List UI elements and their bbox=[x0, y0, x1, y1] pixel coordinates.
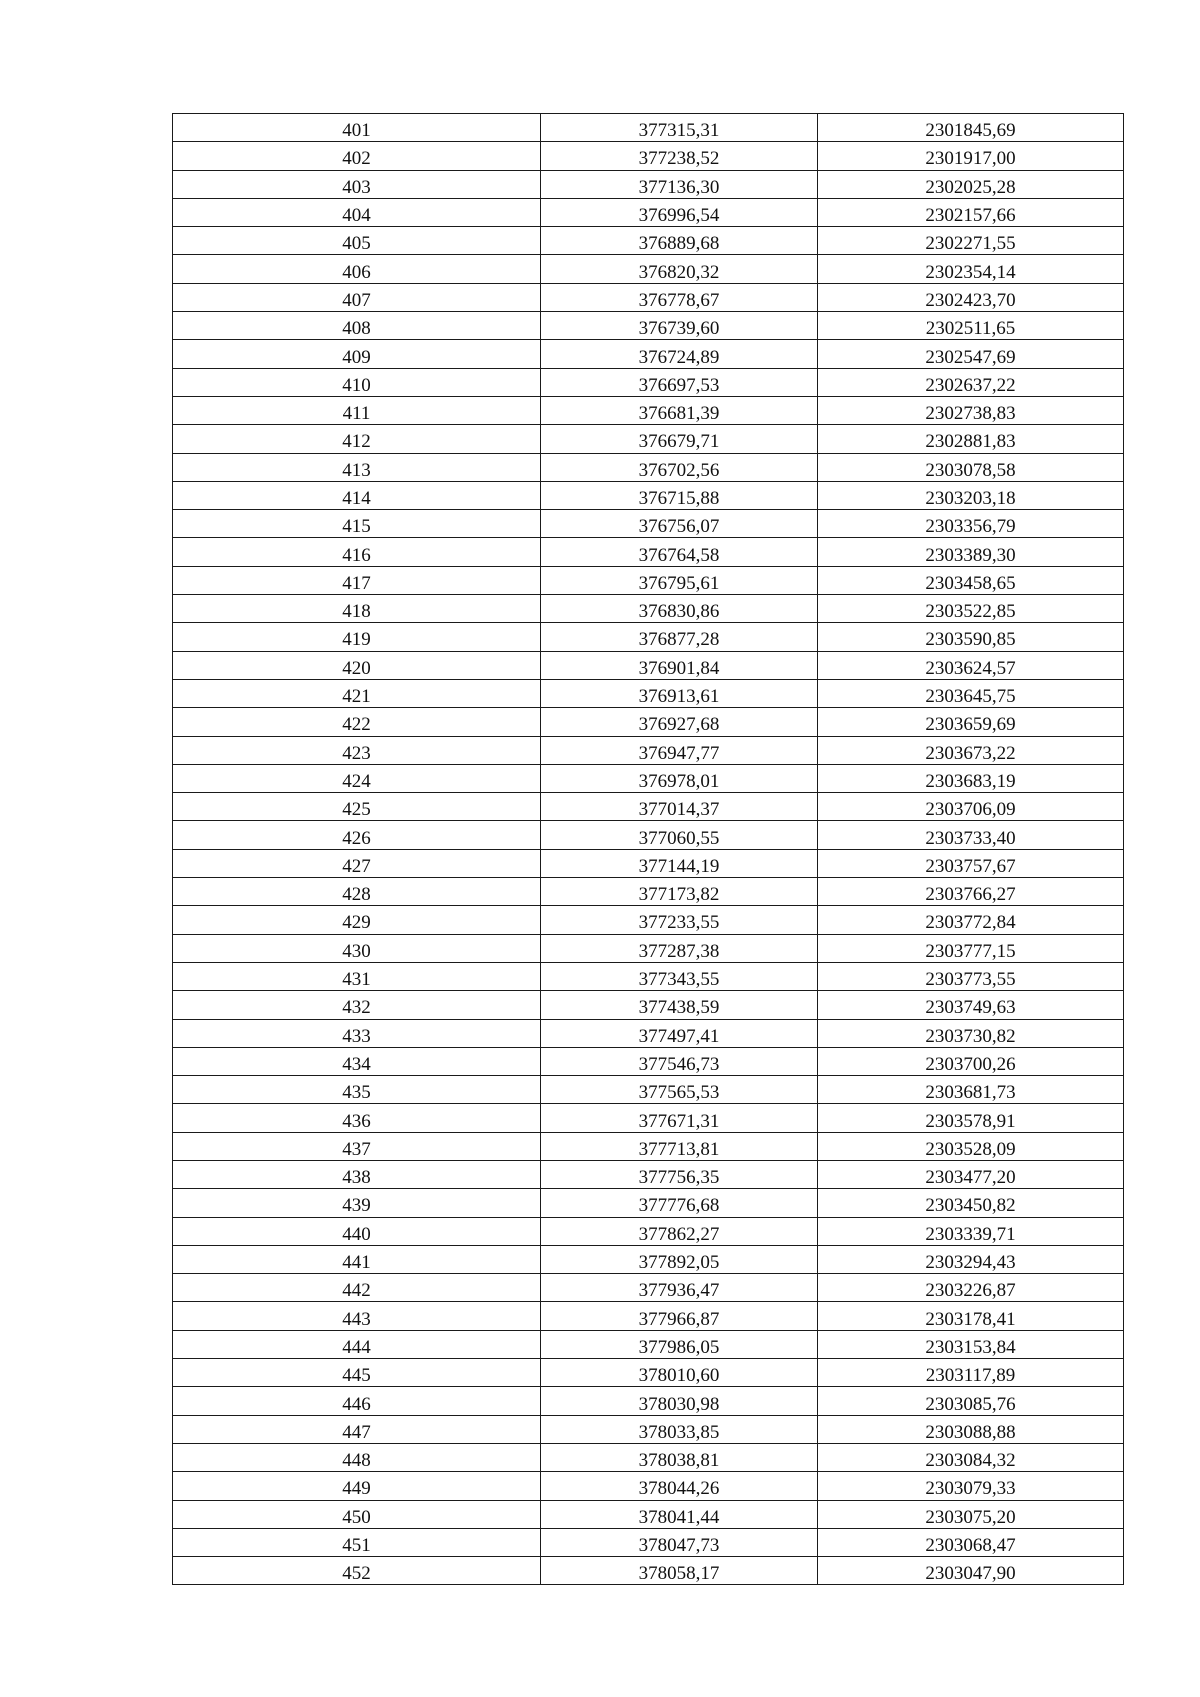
point-number-cell: 412 bbox=[173, 425, 541, 453]
y-coordinate-cell: 2303777,15 bbox=[818, 934, 1124, 962]
table-row bbox=[173, 1500, 1124, 1528]
point-number-cell: 424 bbox=[173, 764, 541, 792]
table-row bbox=[173, 934, 1124, 962]
x-coordinate-cell: 376877,28 bbox=[541, 623, 818, 651]
y-coordinate-cell: 2302025,28 bbox=[818, 170, 1124, 198]
x-coordinate-cell: 376947,77 bbox=[541, 736, 818, 764]
point-number-cell: 450 bbox=[173, 1500, 541, 1528]
y-coordinate-cell: 2302738,83 bbox=[818, 396, 1124, 424]
y-coordinate-cell: 2302511,65 bbox=[818, 312, 1124, 340]
y-coordinate-cell: 2303766,27 bbox=[818, 878, 1124, 906]
y-coordinate-cell: 2303075,20 bbox=[818, 1500, 1124, 1528]
y-coordinate-cell: 2303522,85 bbox=[818, 595, 1124, 623]
x-coordinate-cell: 376739,60 bbox=[541, 312, 818, 340]
x-coordinate-cell: 377233,55 bbox=[541, 906, 818, 934]
y-coordinate-cell: 2303673,22 bbox=[818, 736, 1124, 764]
y-coordinate-cell: 2303683,19 bbox=[818, 764, 1124, 792]
point-number-cell: 416 bbox=[173, 538, 541, 566]
y-coordinate-cell: 2303624,57 bbox=[818, 651, 1124, 679]
x-coordinate-cell: 377060,55 bbox=[541, 821, 818, 849]
table-row bbox=[173, 962, 1124, 990]
x-coordinate-cell: 376764,58 bbox=[541, 538, 818, 566]
table-row bbox=[173, 1189, 1124, 1217]
point-number-cell: 427 bbox=[173, 849, 541, 877]
point-number-cell: 430 bbox=[173, 934, 541, 962]
table-row bbox=[173, 283, 1124, 311]
x-coordinate-cell: 377892,05 bbox=[541, 1245, 818, 1273]
point-number-cell: 419 bbox=[173, 623, 541, 651]
table-row bbox=[173, 1217, 1124, 1245]
x-coordinate-cell: 378058,17 bbox=[541, 1557, 818, 1585]
point-number-cell: 446 bbox=[173, 1387, 541, 1415]
y-coordinate-cell: 2303117,89 bbox=[818, 1359, 1124, 1387]
table-row bbox=[173, 1472, 1124, 1500]
point-number-cell: 406 bbox=[173, 255, 541, 283]
point-number-cell: 447 bbox=[173, 1415, 541, 1443]
table-row bbox=[173, 142, 1124, 170]
y-coordinate-cell: 2303203,18 bbox=[818, 481, 1124, 509]
point-number-cell: 443 bbox=[173, 1302, 541, 1330]
point-number-cell: 448 bbox=[173, 1443, 541, 1471]
point-number-cell: 451 bbox=[173, 1528, 541, 1556]
table-row bbox=[173, 340, 1124, 368]
y-coordinate-cell: 2303294,43 bbox=[818, 1245, 1124, 1273]
x-coordinate-cell: 376681,39 bbox=[541, 396, 818, 424]
point-number-cell: 426 bbox=[173, 821, 541, 849]
table-row bbox=[173, 991, 1124, 1019]
y-coordinate-cell: 2302157,66 bbox=[818, 198, 1124, 226]
y-coordinate-cell: 2303528,09 bbox=[818, 1132, 1124, 1160]
table-row bbox=[173, 1274, 1124, 1302]
y-coordinate-cell: 2303356,79 bbox=[818, 510, 1124, 538]
y-coordinate-cell: 2303645,75 bbox=[818, 679, 1124, 707]
x-coordinate-cell: 377776,68 bbox=[541, 1189, 818, 1217]
x-coordinate-cell: 377986,05 bbox=[541, 1330, 818, 1358]
x-coordinate-cell: 376830,86 bbox=[541, 595, 818, 623]
x-coordinate-cell: 378047,73 bbox=[541, 1528, 818, 1556]
point-number-cell: 423 bbox=[173, 736, 541, 764]
x-coordinate-cell: 377862,27 bbox=[541, 1217, 818, 1245]
point-number-cell: 410 bbox=[173, 368, 541, 396]
point-number-cell: 444 bbox=[173, 1330, 541, 1358]
point-number-cell: 431 bbox=[173, 962, 541, 990]
coordinates-table-body bbox=[173, 114, 1124, 1585]
x-coordinate-cell: 378044,26 bbox=[541, 1472, 818, 1500]
point-number-cell: 440 bbox=[173, 1217, 541, 1245]
table-row bbox=[173, 170, 1124, 198]
x-coordinate-cell: 376820,32 bbox=[541, 255, 818, 283]
y-coordinate-cell: 2303730,82 bbox=[818, 1019, 1124, 1047]
y-coordinate-cell: 2303458,65 bbox=[818, 566, 1124, 594]
table-row bbox=[173, 198, 1124, 226]
y-coordinate-cell: 2303078,58 bbox=[818, 453, 1124, 481]
x-coordinate-cell: 377173,82 bbox=[541, 878, 818, 906]
point-number-cell: 452 bbox=[173, 1557, 541, 1585]
table-row bbox=[173, 736, 1124, 764]
x-coordinate-cell: 376679,71 bbox=[541, 425, 818, 453]
point-number-cell: 414 bbox=[173, 481, 541, 509]
x-coordinate-cell: 377315,31 bbox=[541, 114, 818, 142]
table-row bbox=[173, 595, 1124, 623]
x-coordinate-cell: 377671,31 bbox=[541, 1104, 818, 1132]
x-coordinate-cell: 377546,73 bbox=[541, 1047, 818, 1075]
y-coordinate-cell: 2303047,90 bbox=[818, 1557, 1124, 1585]
point-number-cell: 436 bbox=[173, 1104, 541, 1132]
y-coordinate-cell: 2302637,22 bbox=[818, 368, 1124, 396]
y-coordinate-cell: 2303706,09 bbox=[818, 793, 1124, 821]
point-number-cell: 437 bbox=[173, 1132, 541, 1160]
table-row bbox=[173, 1415, 1124, 1443]
table-row bbox=[173, 821, 1124, 849]
point-number-cell: 425 bbox=[173, 793, 541, 821]
y-coordinate-cell: 2303773,55 bbox=[818, 962, 1124, 990]
y-coordinate-cell: 2301917,00 bbox=[818, 142, 1124, 170]
table-row bbox=[173, 566, 1124, 594]
y-coordinate-cell: 2303085,76 bbox=[818, 1387, 1124, 1415]
x-coordinate-cell: 376715,88 bbox=[541, 481, 818, 509]
y-coordinate-cell: 2303578,91 bbox=[818, 1104, 1124, 1132]
y-coordinate-cell: 2303079,33 bbox=[818, 1472, 1124, 1500]
point-number-cell: 418 bbox=[173, 595, 541, 623]
x-coordinate-cell: 376778,67 bbox=[541, 283, 818, 311]
point-number-cell: 434 bbox=[173, 1047, 541, 1075]
x-coordinate-cell: 376697,53 bbox=[541, 368, 818, 396]
x-coordinate-cell: 377966,87 bbox=[541, 1302, 818, 1330]
table-row bbox=[173, 708, 1124, 736]
table-row bbox=[173, 1104, 1124, 1132]
table-row bbox=[173, 1557, 1124, 1585]
point-number-cell: 433 bbox=[173, 1019, 541, 1047]
point-number-cell: 402 bbox=[173, 142, 541, 170]
point-number-cell: 404 bbox=[173, 198, 541, 226]
x-coordinate-cell: 376927,68 bbox=[541, 708, 818, 736]
x-coordinate-cell: 376702,56 bbox=[541, 453, 818, 481]
y-coordinate-cell: 2303153,84 bbox=[818, 1330, 1124, 1358]
table-row bbox=[173, 1076, 1124, 1104]
table-row bbox=[173, 623, 1124, 651]
point-number-cell: 438 bbox=[173, 1160, 541, 1188]
point-number-cell: 432 bbox=[173, 991, 541, 1019]
table-row bbox=[173, 1528, 1124, 1556]
point-number-cell: 441 bbox=[173, 1245, 541, 1273]
table-row bbox=[173, 764, 1124, 792]
x-coordinate-cell: 376901,84 bbox=[541, 651, 818, 679]
x-coordinate-cell: 376913,61 bbox=[541, 679, 818, 707]
table-row bbox=[173, 510, 1124, 538]
table-row bbox=[173, 453, 1124, 481]
x-coordinate-cell: 377936,47 bbox=[541, 1274, 818, 1302]
y-coordinate-cell: 2301845,69 bbox=[818, 114, 1124, 142]
x-coordinate-cell: 377565,53 bbox=[541, 1076, 818, 1104]
table-row bbox=[173, 1160, 1124, 1188]
coordinates-table bbox=[172, 113, 1124, 1585]
x-coordinate-cell: 377713,81 bbox=[541, 1132, 818, 1160]
table-row bbox=[173, 793, 1124, 821]
x-coordinate-cell: 377014,37 bbox=[541, 793, 818, 821]
table-row bbox=[173, 1047, 1124, 1075]
point-number-cell: 435 bbox=[173, 1076, 541, 1104]
point-number-cell: 442 bbox=[173, 1274, 541, 1302]
y-coordinate-cell: 2303068,47 bbox=[818, 1528, 1124, 1556]
x-coordinate-cell: 377497,41 bbox=[541, 1019, 818, 1047]
point-number-cell: 415 bbox=[173, 510, 541, 538]
y-coordinate-cell: 2303590,85 bbox=[818, 623, 1124, 651]
x-coordinate-cell: 377144,19 bbox=[541, 849, 818, 877]
table-row bbox=[173, 368, 1124, 396]
table-row bbox=[173, 1019, 1124, 1047]
table-row bbox=[173, 1330, 1124, 1358]
table-row bbox=[173, 906, 1124, 934]
table-row bbox=[173, 1443, 1124, 1471]
table-row bbox=[173, 481, 1124, 509]
y-coordinate-cell: 2303772,84 bbox=[818, 906, 1124, 934]
x-coordinate-cell: 376724,89 bbox=[541, 340, 818, 368]
table-row bbox=[173, 425, 1124, 453]
point-number-cell: 405 bbox=[173, 227, 541, 255]
point-number-cell: 439 bbox=[173, 1189, 541, 1217]
table-row bbox=[173, 312, 1124, 340]
y-coordinate-cell: 2303226,87 bbox=[818, 1274, 1124, 1302]
y-coordinate-cell: 2302881,83 bbox=[818, 425, 1124, 453]
x-coordinate-cell: 377756,35 bbox=[541, 1160, 818, 1188]
x-coordinate-cell: 378010,60 bbox=[541, 1359, 818, 1387]
table-row bbox=[173, 679, 1124, 707]
y-coordinate-cell: 2303178,41 bbox=[818, 1302, 1124, 1330]
x-coordinate-cell: 377136,30 bbox=[541, 170, 818, 198]
x-coordinate-cell: 377438,59 bbox=[541, 991, 818, 1019]
y-coordinate-cell: 2303733,40 bbox=[818, 821, 1124, 849]
point-number-cell: 428 bbox=[173, 878, 541, 906]
x-coordinate-cell: 376889,68 bbox=[541, 227, 818, 255]
y-coordinate-cell: 2303450,82 bbox=[818, 1189, 1124, 1217]
table-row bbox=[173, 878, 1124, 906]
y-coordinate-cell: 2303700,26 bbox=[818, 1047, 1124, 1075]
point-number-cell: 421 bbox=[173, 679, 541, 707]
table-row bbox=[173, 1387, 1124, 1415]
point-number-cell: 413 bbox=[173, 453, 541, 481]
table-row bbox=[173, 227, 1124, 255]
x-coordinate-cell: 378033,85 bbox=[541, 1415, 818, 1443]
table-row bbox=[173, 1359, 1124, 1387]
y-coordinate-cell: 2302271,55 bbox=[818, 227, 1124, 255]
y-coordinate-cell: 2303749,63 bbox=[818, 991, 1124, 1019]
point-number-cell: 403 bbox=[173, 170, 541, 198]
point-number-cell: 411 bbox=[173, 396, 541, 424]
y-coordinate-cell: 2303339,71 bbox=[818, 1217, 1124, 1245]
point-number-cell: 407 bbox=[173, 283, 541, 311]
point-number-cell: 408 bbox=[173, 312, 541, 340]
point-number-cell: 401 bbox=[173, 114, 541, 142]
x-coordinate-cell: 377287,38 bbox=[541, 934, 818, 962]
table-row bbox=[173, 849, 1124, 877]
x-coordinate-cell: 376795,61 bbox=[541, 566, 818, 594]
point-number-cell: 422 bbox=[173, 708, 541, 736]
x-coordinate-cell: 378030,98 bbox=[541, 1387, 818, 1415]
y-coordinate-cell: 2302354,14 bbox=[818, 255, 1124, 283]
y-coordinate-cell: 2303389,30 bbox=[818, 538, 1124, 566]
x-coordinate-cell: 376996,54 bbox=[541, 198, 818, 226]
y-coordinate-cell: 2302423,70 bbox=[818, 283, 1124, 311]
table-row bbox=[173, 1302, 1124, 1330]
table-row bbox=[173, 1132, 1124, 1160]
point-number-cell: 409 bbox=[173, 340, 541, 368]
table-row bbox=[173, 396, 1124, 424]
x-coordinate-cell: 377343,55 bbox=[541, 962, 818, 990]
point-number-cell: 420 bbox=[173, 651, 541, 679]
x-coordinate-cell: 376756,07 bbox=[541, 510, 818, 538]
y-coordinate-cell: 2303681,73 bbox=[818, 1076, 1124, 1104]
point-number-cell: 449 bbox=[173, 1472, 541, 1500]
x-coordinate-cell: 378041,44 bbox=[541, 1500, 818, 1528]
y-coordinate-cell: 2303088,88 bbox=[818, 1415, 1124, 1443]
point-number-cell: 445 bbox=[173, 1359, 541, 1387]
x-coordinate-cell: 377238,52 bbox=[541, 142, 818, 170]
y-coordinate-cell: 2303084,32 bbox=[818, 1443, 1124, 1471]
point-number-cell: 417 bbox=[173, 566, 541, 594]
x-coordinate-cell: 378038,81 bbox=[541, 1443, 818, 1471]
table-row bbox=[173, 651, 1124, 679]
y-coordinate-cell: 2302547,69 bbox=[818, 340, 1124, 368]
table-row bbox=[173, 255, 1124, 283]
table-row bbox=[173, 1245, 1124, 1273]
y-coordinate-cell: 2303757,67 bbox=[818, 849, 1124, 877]
y-coordinate-cell: 2303659,69 bbox=[818, 708, 1124, 736]
x-coordinate-cell: 376978,01 bbox=[541, 764, 818, 792]
table-row bbox=[173, 114, 1124, 142]
point-number-cell: 429 bbox=[173, 906, 541, 934]
y-coordinate-cell: 2303477,20 bbox=[818, 1160, 1124, 1188]
table-row bbox=[173, 538, 1124, 566]
